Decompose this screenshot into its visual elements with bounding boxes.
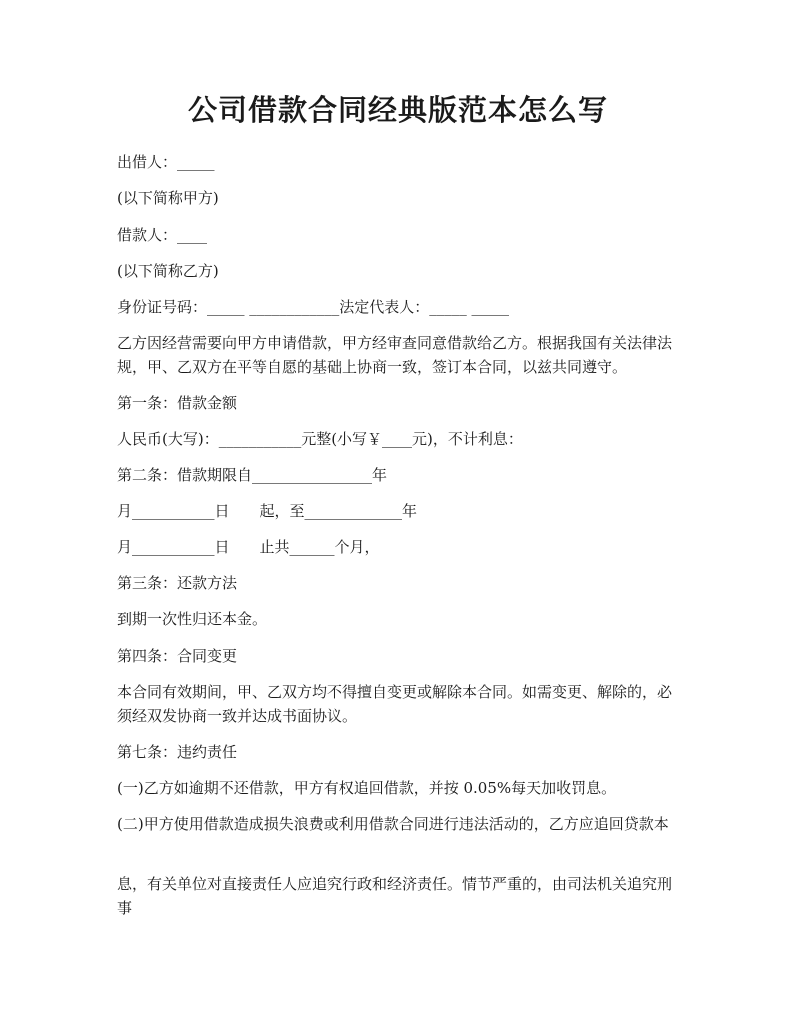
repayment-method: 到期一次性归还本金。 (117, 610, 268, 628)
borrower-line: 借款人：____ (117, 226, 208, 244)
article-7-heading: 第七条：违约责任 (117, 743, 238, 761)
term-start-line: 月___________日 起，至_____________年 (117, 502, 418, 520)
article-3-heading: 第三条：还款方法 (117, 574, 238, 592)
article-4-heading: 第四条：合同变更 (117, 647, 238, 665)
preamble-paragraph: 乙方因经营需要向甲方申请借款，甲方经审查同意借款给乙方。根据我国有关法律法规，甲、乙双方在平等自愿的基础上协商一致，签订本合同，以兹共同遵守。 (117, 334, 673, 376)
page-title: 公司借款合同经典版范本怎么写 (187, 93, 608, 127)
liability-clause-1: (一)乙方如逾期不还借款，甲方有权追回借款，并按 0.05%每天加收罚息。 (117, 779, 617, 797)
liability-clause-2-continued: 息，有关单位对直接责任人应追究行政和经济责任。情节严重的，由司法机关追究刑事 (117, 875, 673, 917)
term-end-line: 月___________日 止共______个月， (117, 538, 380, 556)
article-2-heading: 第二条：借款期限自________________年 (117, 466, 388, 484)
loan-amount-line: 人民币(大写)：___________元整(小写￥____元)，不计利息： (117, 430, 523, 448)
lender-alias: (以下简称甲方) (117, 189, 219, 207)
article-1-heading: 第一条：借款金额 (117, 394, 238, 412)
borrower-alias: (以下简称乙方) (117, 262, 219, 280)
id-and-representative-line: 身份证号码：_____ ____________法定代表人：_____ _____ (117, 298, 510, 316)
contract-change-paragraph: 本合同有效期间，甲、乙双方均不得擅自变更或解除本合同。如需变更、解除的，必须经双发协商一致并达成书面协议。 (117, 683, 673, 725)
liability-clause-2: (二)甲方使用借款造成损失浪费或利用借款合同进行违法活动的，乙方应追回贷款本 (117, 815, 669, 833)
lender-line: 出借人：_____ (117, 153, 215, 171)
